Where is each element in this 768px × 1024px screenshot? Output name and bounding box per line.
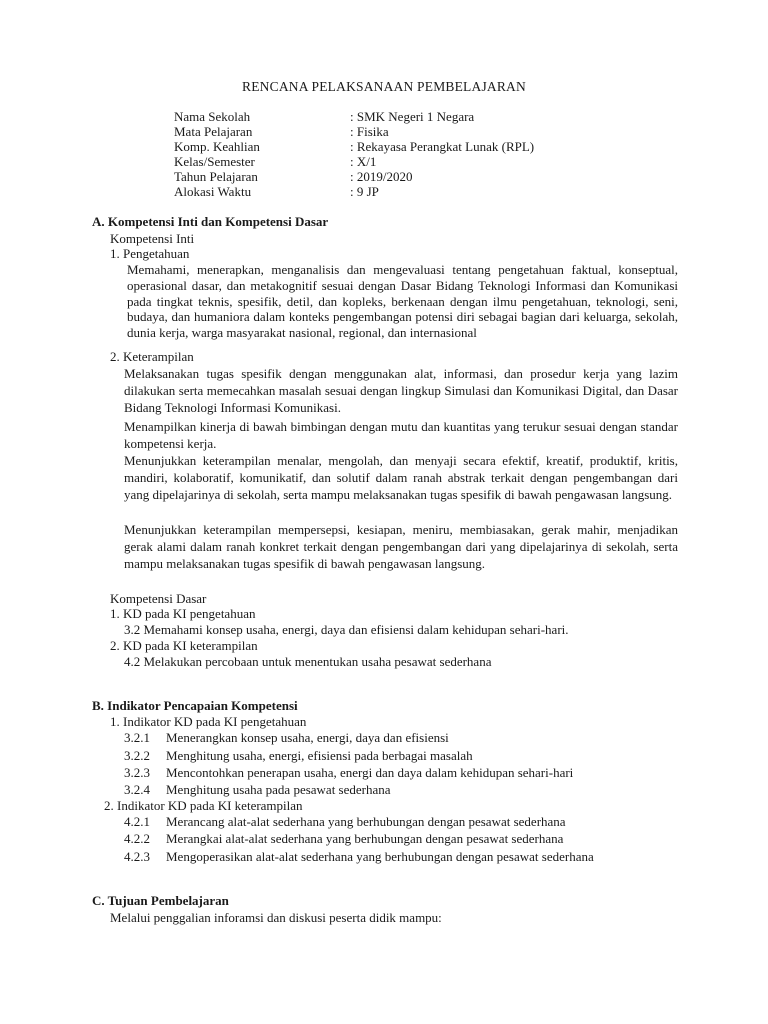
indicator-text: Merancang alat-alat sederhana yang berhubungan dengan pesawat sederhana <box>166 814 566 829</box>
info-value: : Rekayasa Perangkat Lunak (RPL) <box>350 139 535 154</box>
info-key: Kelas/Semester <box>174 154 255 169</box>
indicator-group-1-label: 1. Indikator KD pada KI pengetahuan <box>110 714 307 729</box>
kd1-label: 1. KD pada KI pengetahuan <box>110 606 256 621</box>
document-title: RENCANA PELAKSANAAN PEMBELAJARAN <box>242 79 526 94</box>
section-b-heading: B. Indikator Pencapaian Kompetensi <box>92 698 298 713</box>
indicator-text: Menghitung usaha, energi, efisiensi pada berbagai masalah <box>166 748 473 763</box>
info-value: : SMK Negeri 1 Negara <box>350 109 475 124</box>
indicator-text: Menerangkan konsep usaha, energi, daya dan efisiensi <box>166 730 449 745</box>
info-key: Mata Pelajaran <box>174 124 253 139</box>
indicator-number: 4.2.1 <box>124 814 150 829</box>
indicator-text: Merangkai alat-alat sederhana yang berhubungan dengan pesawat sederhana <box>166 831 564 846</box>
indicator-number: 4.2.2 <box>124 831 150 846</box>
indicator-text: Menghitung usaha pada pesawat sederhana <box>166 782 391 797</box>
info-value: : 9 JP <box>350 184 379 199</box>
info-value: : X/1 <box>350 154 377 169</box>
indicator-text: Mengoperasikan alat-alat sederhana yang berhubungan dengan pesawat sederhana <box>166 849 594 864</box>
info-key: Tahun Pelajaran <box>174 169 258 184</box>
ki2-paragraph-3: Menunjukkan keterampilan menalar, mengolah, dan menyaji secara efektif, kreatif, produktif, kritis, mandiri, kolaboratif, komunikatif, dan solutif dalam ranah abstrak terkait dengan pengembangan dari yang dipelajarinya di sekolah, serta mampu melaksanakan tugas spesifik di bawah pengawasan langsung. <box>124 453 678 503</box>
indicator-text: Mencontohkan penerapan usaha, energi dan daya dalam kehidupan sehari-hari <box>166 765 574 780</box>
kd-label: Kompetensi Dasar <box>110 591 207 606</box>
info-key: Komp. Keahlian <box>174 139 260 154</box>
section-c-heading: C. Tujuan Pembelajaran <box>92 893 229 908</box>
ki-label: Kompetensi Inti <box>110 231 195 246</box>
kd2-label: 2. KD pada KI keterampilan <box>110 638 258 653</box>
indicator-number: 3.2.3 <box>124 765 150 780</box>
info-key: Nama Sekolah <box>174 109 251 124</box>
ki2-paragraph-1: Melaksanakan tugas spesifik dengan menggunakan alat, informasi, dan prosedur kerja yang lazim dilakukan serta memecahkan masalah sesuai dengan lingkup Simulasi dan Komunikasi Digital, dan Dasar Bidang Teknologi Informasi Komunikasi. <box>124 366 678 416</box>
ki1-paragraph: Memahami, menerapkan, menganalisis dan mengevaluasi tentang pengetahuan faktual, konseptual, operasional dasar, dan metakognitif sesuai dengan Dasar Bidang Teknologi Informasi dan Komunikasi pada tingkat teknis, spesifik, detil, dan kopleks, berkenaan dengan ilmu pengetahuan, teknologi, seni, budaya, dan humaniora dalam konteks pengembangan potensi diri sebagai bagian dari keluarga, sekolah, dunia kerja, warga masyarakat nasional, regional, dan internasional <box>127 262 678 341</box>
info-value: : 2019/2020 <box>350 169 413 184</box>
section-c-text: Melalui penggalian inforamsi dan diskusi peserta didik mampu: <box>110 910 442 925</box>
kd2-item: 4.2 Melakukan percobaan untuk menentukan usaha pesawat sederhana <box>124 654 492 669</box>
indicator-number: 3.2.2 <box>124 748 150 763</box>
indicator-group-2-label: 2. Indikator KD pada KI keterampilan <box>104 798 303 813</box>
kd1-item: 3.2 Memahami konsep usaha, energi, daya dan efisiensi dalam kehidupan sehari-hari. <box>124 622 569 637</box>
ki2-label: 2. Keterampilan <box>110 349 194 364</box>
indicator-number: 4.2.3 <box>124 849 150 864</box>
ki1-label: 1. Pengetahuan <box>110 246 190 261</box>
info-value: : Fisika <box>350 124 389 139</box>
section-a-heading: A. Kompetensi Inti dan Kompetensi Dasar <box>92 214 329 229</box>
ki2-paragraph-2: Menampilkan kinerja di bawah bimbingan dengan mutu dan kuantitas yang terukur sesuai dengan standar kompetensi kerja. <box>124 419 678 452</box>
ki2-paragraph-4: Menunjukkan keterampilan mempersepsi, kesiapan, meniru, membiasakan, gerak mahir, menjadikan gerak alami dalam ranah konkret terkait dengan pengembangan dari yang dipelajarinya di sekolah, serta mampu melaksanakan tugas spesifik di bawah pengawasan langsung. <box>124 522 678 572</box>
info-key: Alokasi Waktu <box>174 184 252 199</box>
indicator-number: 3.2.4 <box>124 782 150 797</box>
indicator-number: 3.2.1 <box>124 730 150 745</box>
